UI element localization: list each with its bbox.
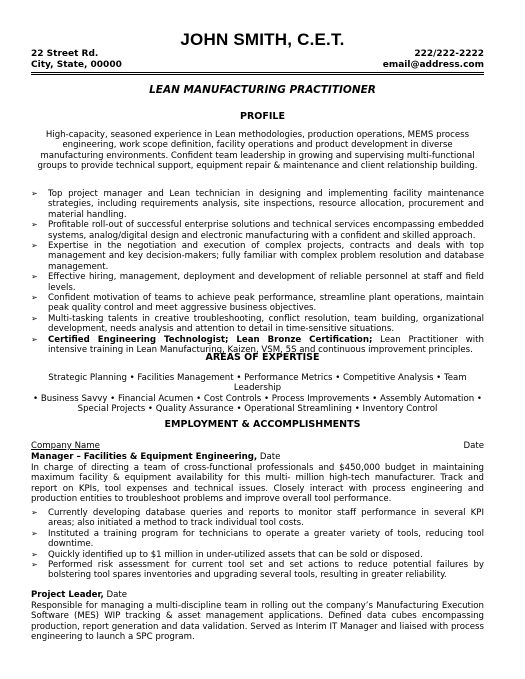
header-rule-second bbox=[31, 74, 484, 75]
job-title: Project Leader, bbox=[31, 590, 104, 600]
employment-heading: EMPLOYMENT & ACCOMPLISHMENTS bbox=[164, 419, 361, 430]
company-line bbox=[31, 441, 484, 451]
profile-bullet-list bbox=[31, 189, 484, 356]
list-item: ➢ Expertise in the negotiation and execution of complex projects, contracts and deals with top management and key decision-makers; fully familiar with complex problem resolution and database management. bbox=[31, 241, 484, 272]
address-line-2: City, State, 00000 bbox=[31, 60, 122, 70]
list-item: ➢ Quickly identified up to $1 million in under-utilized assets that can be sold or disposed. bbox=[31, 549, 423, 560]
job-summary: In charge of directing a team of cross-functional professionals and $450,000 budget in maintaining maximum facility & equipment availability for this multi- million high-tech manufacturer. Track and report on KPIs, tool expenses and technical issues. Closely interact with process engineering and production entities to troubleshoot problems and improve overall tool performance. bbox=[31, 463, 484, 505]
list-item: ➢ Effective hiring, management, deployment and development of reliable personnel at staff and field levels. bbox=[31, 272, 484, 293]
candidate-name: JOHN SMITH, C.E.T. bbox=[180, 30, 345, 49]
job-summary-2: Responsible for managing a multi-discipline team in rolling out the company’s Manufacturing Execution Software (MES) WIP tracking & asset management applications. Defined data cubes encompassing production, report generation and data validation. Served as Interim IT Manager and liaised with process engineering to launch a SPC program. bbox=[31, 601, 484, 643]
list-item: ➢ Performed risk assessment for current tool set and set actions to reduce potential failures by bolstering tool spares inventories and upgrading several tools, resulting in greater reliability. bbox=[31, 560, 484, 581]
expertise-list bbox=[31, 373, 484, 415]
list-item: ➢ Confident motivation of teams to achieve peak performance, streamline plant operations, maintain peak quality control and meet aggressive business objectives. bbox=[31, 293, 484, 314]
arrow-bullet-icon: ➢ bbox=[31, 220, 38, 230]
expertise-heading: AREAS OF EXPERTISE bbox=[205, 352, 320, 363]
resume-headline: LEAN MANUFACTURING PRACTITIONER bbox=[149, 84, 376, 96]
arrow-bullet-icon: ➢ bbox=[31, 241, 38, 251]
phone-number: 222/222-2222 bbox=[414, 49, 484, 59]
arrow-bullet-icon: ➢ bbox=[31, 508, 38, 517]
list-item: ➢ Profitable roll-out of successful enterprise solutions and technical services encompassing embedded systems, analog/digital design and electronic manufacturing with a confident and skilled approach. bbox=[31, 220, 484, 241]
job-title-line-2 bbox=[31, 590, 484, 600]
certification-text: Lean Practitioner with intensive training in Lean Manufacturing, Kaizen, VSM, 5S and continuous improvement principles. bbox=[48, 334, 484, 356]
header-rule bbox=[31, 72, 484, 73]
company-date: Date bbox=[463, 441, 484, 451]
certification-bold: Certified Engineering Technologist; Lean Bronze Certification; bbox=[48, 334, 373, 345]
arrow-bullet-icon: ➢ bbox=[31, 313, 38, 323]
profile-heading: PROFILE bbox=[240, 111, 285, 122]
job-date: Date bbox=[103, 590, 128, 600]
contact-row-1 bbox=[31, 49, 484, 60]
job-date: Date bbox=[257, 452, 281, 462]
list-item: ➢ Multi-tasking talents in creative troubleshooting, conflict resolution, team building, organizational development, needs analysis and attention to detail in time-sensitive situations. bbox=[31, 313, 484, 335]
address-line-1: 22 Street Rd. bbox=[31, 49, 99, 59]
arrow-bullet-icon: ➢ bbox=[31, 189, 38, 198]
list-item: ➢ Currently developing database queries and reports to monitor staff performance in several KPI areas; also initiated a method to track individual tool costs. bbox=[31, 508, 484, 529]
contact-row-2 bbox=[31, 60, 484, 71]
job-bullet-list bbox=[31, 508, 484, 581]
company-name: Company Name bbox=[31, 441, 100, 451]
arrow-bullet-icon: ➢ bbox=[31, 560, 38, 570]
profile-summary: High-capacity, seasoned experience in Lean methodologies, production operations, MEMS process engineering, work scope definition, facility operations and product development in diverse manufacturing environments. Confident team leadership in growing and supervising multi-functional groups to provide technical support, equipment repair & maintenance and client relationship building. bbox=[37, 130, 478, 172]
arrow-bullet-icon: ➢ bbox=[31, 334, 38, 344]
arrow-bullet-icon: ➢ bbox=[31, 293, 38, 303]
expertise-line-3: Special Projects • Quality Assurance • Operational Streamlining • Inventory Control bbox=[77, 404, 438, 415]
email-address: email@address.com bbox=[382, 60, 484, 70]
job-title: Manager – Facilities & Equipment Engineering, bbox=[31, 452, 258, 462]
list-item: ➢ Top project manager and Lean technician in designing and implementing facility maintenance strategies, including requirements analysis, site inspections, resource allocation, procurement and material handling. bbox=[31, 189, 484, 220]
arrow-bullet-icon: ➢ bbox=[31, 528, 38, 538]
arrow-bullet-icon: ➢ bbox=[31, 549, 38, 559]
job-title-line bbox=[31, 452, 484, 462]
expertise-line-2: • Business Savvy • Financial Acumen • Cost Controls • Process Improvements • Assembly Automation • bbox=[33, 393, 482, 404]
expertise-line-1: Strategic Planning • Facilities Management • Performance Metrics • Competitive Analysis • Team Leadership bbox=[48, 373, 467, 394]
list-item: ➢ Instituted a training program for technicians to operate a greater variety of tools, reducing tool downtime. bbox=[31, 528, 484, 550]
arrow-bullet-icon: ➢ bbox=[31, 272, 38, 282]
